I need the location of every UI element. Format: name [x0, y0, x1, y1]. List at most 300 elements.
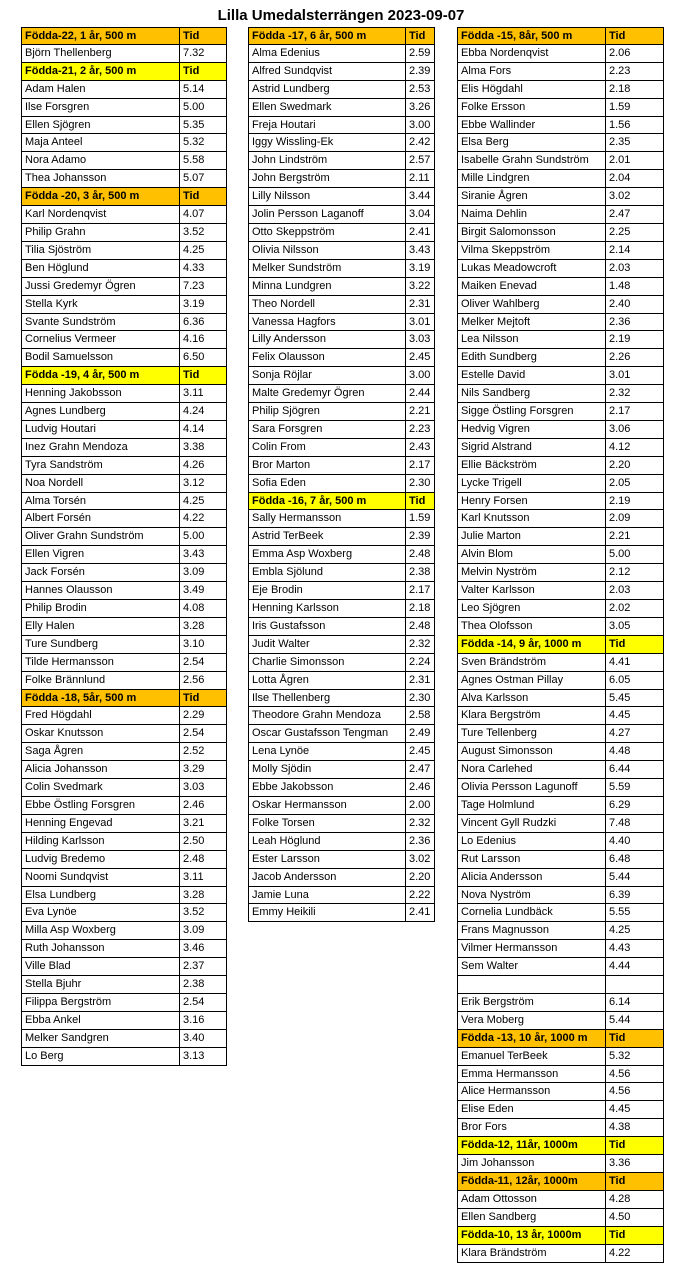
- runner-time: 4.16: [180, 331, 227, 349]
- result-row: [248, 743, 435, 761]
- runner-time: 3.01: [406, 314, 435, 332]
- runner-name: Naima Dehlin: [457, 206, 606, 224]
- runner-name: Cornelia Lundbäck: [457, 904, 606, 922]
- runner-name: Milla Asp Woxberg: [21, 922, 180, 940]
- runner-name: Jacob Andersson: [248, 869, 406, 887]
- result-row: [21, 1048, 227, 1066]
- runner-name: Malte Gredemyr Ögren: [248, 385, 406, 403]
- result-row: [457, 99, 664, 117]
- result-row: [21, 439, 227, 457]
- runner-time: 3.02: [406, 851, 435, 869]
- runner-name: Hannes Olausson: [21, 582, 180, 600]
- result-row: [457, 439, 664, 457]
- runner-time: 5.44: [606, 1012, 664, 1030]
- runner-time: 3.10: [180, 636, 227, 654]
- result-row: [21, 994, 227, 1012]
- result-row: [248, 600, 435, 618]
- runner-name: Vilmer Hermansson: [457, 940, 606, 958]
- runner-time: 2.46: [406, 779, 435, 797]
- runner-name: Lotta Ågren: [248, 672, 406, 690]
- group-label: Födda -15, 8år, 500 m: [457, 27, 606, 45]
- result-row: [248, 887, 435, 905]
- runner-time: 5.44: [606, 869, 664, 887]
- runner-name: Saga Ågren: [21, 743, 180, 761]
- runner-time: 2.36: [606, 314, 664, 332]
- runner-time: 4.25: [180, 493, 227, 511]
- result-row: [248, 224, 435, 242]
- runner-time: 5.00: [180, 528, 227, 546]
- runner-time: 2.19: [606, 493, 664, 511]
- runner-name: Lilly Andersson: [248, 331, 406, 349]
- runner-name: Ben Höglund: [21, 260, 180, 278]
- runner-time: 5.32: [606, 1048, 664, 1066]
- runner-time: 2.48: [406, 546, 435, 564]
- runner-time: 2.20: [606, 457, 664, 475]
- result-row: [457, 940, 664, 958]
- runner-time: 2.58: [406, 707, 435, 725]
- runner-name: Hedvig Vigren: [457, 421, 606, 439]
- runner-time: 2.46: [180, 797, 227, 815]
- runner-name: Molly Sjödin: [248, 761, 406, 779]
- group-label: Födda -13, 10 år, 1000 m: [457, 1030, 606, 1048]
- result-row: [21, 99, 227, 117]
- runner-name: Oliver Grahn Sundström: [21, 528, 180, 546]
- runner-name: Bror Marton: [248, 457, 406, 475]
- runner-time: 3.19: [180, 296, 227, 314]
- runner-name: Svante Sundström: [21, 314, 180, 332]
- result-row: [21, 278, 227, 296]
- result-row: [248, 457, 435, 475]
- time-column-header: Tid: [180, 63, 227, 81]
- result-row: [248, 833, 435, 851]
- time-column-header: Tid: [606, 1227, 664, 1245]
- runner-time: 2.50: [180, 833, 227, 851]
- runner-name: Vincent Gyll Rudzki: [457, 815, 606, 833]
- runner-name: Isabelle Grahn Sundström: [457, 152, 606, 170]
- result-row: [21, 922, 227, 940]
- runner-time: 2.32: [406, 636, 435, 654]
- runner-name: Ester Larsson: [248, 851, 406, 869]
- runner-time: 4.22: [180, 510, 227, 528]
- runner-name: Melvin Nyström: [457, 564, 606, 582]
- runner-time: 3.19: [406, 260, 435, 278]
- runner-name: Mille Lindgren: [457, 170, 606, 188]
- runner-name: Alfred Sundqvist: [248, 63, 406, 81]
- runner-time: 2.23: [606, 63, 664, 81]
- result-row: [457, 1048, 664, 1066]
- result-row: [248, 797, 435, 815]
- runner-name: Agnes Ostman Pillay: [457, 672, 606, 690]
- group-label: Födda -20, 3 år, 500 m: [21, 188, 180, 206]
- time-column-header: Tid: [606, 636, 664, 654]
- runner-name: Erik Bergström: [457, 994, 606, 1012]
- runner-time: 2.17: [406, 582, 435, 600]
- runner-time: 2.21: [406, 403, 435, 421]
- result-row: [21, 833, 227, 851]
- result-row: [248, 421, 435, 439]
- group-header-row: [21, 188, 227, 206]
- runner-name: Theodore Grahn Mendoza: [248, 707, 406, 725]
- runner-name: Charlie Simonsson: [248, 654, 406, 672]
- result-row: [21, 206, 227, 224]
- group-header-row: [457, 1227, 664, 1245]
- runner-name: Jack Forsén: [21, 564, 180, 582]
- runner-name: Lo Edenius: [457, 833, 606, 851]
- runner-name: Klara Bergström: [457, 707, 606, 725]
- runner-name: Maiken Enevad: [457, 278, 606, 296]
- runner-time: 2.39: [406, 528, 435, 546]
- runner-name: Tilia Sjöström: [21, 242, 180, 260]
- result-row: [248, 349, 435, 367]
- group-header-row: [457, 1137, 664, 1155]
- result-row: [457, 421, 664, 439]
- result-row: [248, 904, 435, 922]
- result-row: [21, 761, 227, 779]
- result-row: [248, 690, 435, 708]
- runner-name: Estelle David: [457, 367, 606, 385]
- runner-name: Karl Nordenqvist: [21, 206, 180, 224]
- runner-name: Jamie Luna: [248, 887, 406, 905]
- runner-name: Rut Larsson: [457, 851, 606, 869]
- runner-time: 3.44: [406, 188, 435, 206]
- runner-time: 6.29: [606, 797, 664, 815]
- runner-time: 2.59: [406, 45, 435, 63]
- runner-time: 4.12: [606, 439, 664, 457]
- runner-name: Oscar Gustafsson Tengman: [248, 725, 406, 743]
- group-header-row: [457, 1173, 664, 1191]
- result-row: [457, 224, 664, 242]
- runner-time: 6.44: [606, 761, 664, 779]
- runner-time: 3.28: [180, 618, 227, 636]
- runner-time: 2.30: [406, 475, 435, 493]
- result-row: [248, 528, 435, 546]
- runner-name: Alice Hermansson: [457, 1083, 606, 1101]
- group-label: Födda -19, 4 år, 500 m: [21, 367, 180, 385]
- result-row: [457, 725, 664, 743]
- result-row: [248, 761, 435, 779]
- runner-name: Lo Berg: [21, 1048, 180, 1066]
- result-row: [21, 546, 227, 564]
- runner-time: 3.00: [406, 367, 435, 385]
- runner-time: 2.19: [606, 331, 664, 349]
- result-row: [21, 260, 227, 278]
- runner-name: Henning Karlsson: [248, 600, 406, 618]
- result-row: [457, 152, 664, 170]
- runner-name: Henning Jakobsson: [21, 385, 180, 403]
- runner-name: Hilding Karlsson: [21, 833, 180, 851]
- result-row: [457, 833, 664, 851]
- runner-time: 3.52: [180, 224, 227, 242]
- result-row: [21, 940, 227, 958]
- result-row: [21, 636, 227, 654]
- runner-name: Elly Halen: [21, 618, 180, 636]
- result-row: [457, 922, 664, 940]
- result-row: [21, 331, 227, 349]
- result-row: [457, 475, 664, 493]
- runner-name: Sigrid Alstrand: [457, 439, 606, 457]
- runner-time: 2.32: [406, 815, 435, 833]
- runner-name: Julie Marton: [457, 528, 606, 546]
- result-row: [457, 743, 664, 761]
- runner-time: 3.22: [406, 278, 435, 296]
- runner-time: 3.02: [606, 188, 664, 206]
- runner-time: 2.42: [406, 134, 435, 152]
- result-row: [457, 654, 664, 672]
- runner-time: 2.06: [606, 45, 664, 63]
- result-row: [457, 1101, 664, 1119]
- runner-time: 4.48: [606, 743, 664, 761]
- runner-time: 2.48: [406, 618, 435, 636]
- runner-time: 2.41: [406, 224, 435, 242]
- result-row: [21, 385, 227, 403]
- runner-time: 2.12: [606, 564, 664, 582]
- runner-name: Ellen Sjögren: [21, 117, 180, 135]
- result-row: [21, 296, 227, 314]
- result-row: [457, 188, 664, 206]
- runner-name: Björn Thellenberg: [21, 45, 180, 63]
- time-column-header: Tid: [606, 1030, 664, 1048]
- result-row: [21, 457, 227, 475]
- runner-name: Oskar Hermansson: [248, 797, 406, 815]
- result-row: [457, 958, 664, 976]
- result-row: [248, 278, 435, 296]
- group-label: Födda -16, 7 år, 500 m: [248, 493, 406, 511]
- result-row: [457, 331, 664, 349]
- runner-time: 3.05: [606, 618, 664, 636]
- runner-name: Alma Torsén: [21, 493, 180, 511]
- runner-time: 2.45: [406, 743, 435, 761]
- runner-name: Tage Holmlund: [457, 797, 606, 815]
- runner-time: 3.40: [180, 1030, 227, 1048]
- runner-time: 3.06: [606, 421, 664, 439]
- runner-name: Nora Carlehed: [457, 761, 606, 779]
- result-row: [21, 797, 227, 815]
- runner-time: 2.56: [180, 672, 227, 690]
- result-row: [457, 761, 664, 779]
- result-row: [248, 618, 435, 636]
- result-row: [21, 654, 227, 672]
- result-row: [457, 1012, 664, 1030]
- runner-time: 2.23: [406, 421, 435, 439]
- result-row: [21, 851, 227, 869]
- runner-time: 2.43: [406, 439, 435, 457]
- group-header-row: [21, 367, 227, 385]
- result-row: [248, 314, 435, 332]
- runner-time: 2.38: [406, 564, 435, 582]
- runner-time: 2.04: [606, 170, 664, 188]
- result-row: [21, 170, 227, 188]
- group-label: Födda-11, 12år, 1000m: [457, 1173, 606, 1191]
- runner-time: 3.16: [180, 1012, 227, 1030]
- runner-time: 1.48: [606, 278, 664, 296]
- result-row: [457, 117, 664, 135]
- runner-name: Ellie Bäckström: [457, 457, 606, 475]
- runner-time: 3.21: [180, 815, 227, 833]
- result-row: [21, 242, 227, 260]
- runner-time: 2.44: [406, 385, 435, 403]
- runner-time: 2.37: [180, 958, 227, 976]
- runner-name: Oliver Wahlberg: [457, 296, 606, 314]
- runner-name: Ebba Ankel: [21, 1012, 180, 1030]
- runner-name: Embla Sjölund: [248, 564, 406, 582]
- result-row: [21, 887, 227, 905]
- runner-name: John Bergström: [248, 170, 406, 188]
- result-row: [21, 475, 227, 493]
- result-row: [21, 510, 227, 528]
- result-row: [457, 45, 664, 63]
- runner-time: 5.00: [180, 99, 227, 117]
- result-row: [21, 421, 227, 439]
- result-row: [21, 45, 227, 63]
- group-label: Födda-12, 11år, 1000m: [457, 1137, 606, 1155]
- runner-name: Klara Brändström: [457, 1245, 606, 1263]
- runner-name: Ture Tellenberg: [457, 725, 606, 743]
- runner-time: 5.14: [180, 81, 227, 99]
- result-row: [21, 314, 227, 332]
- result-row: [457, 314, 664, 332]
- result-row: [21, 81, 227, 99]
- runner-name: Elise Eden: [457, 1101, 606, 1119]
- runner-name: Henry Forsen: [457, 493, 606, 511]
- result-row: [457, 1119, 664, 1137]
- runner-time: 4.45: [606, 707, 664, 725]
- result-row: [457, 242, 664, 260]
- runner-time: 4.56: [606, 1066, 664, 1084]
- runner-time: 2.18: [406, 600, 435, 618]
- runner-name: Emanuel TerBeek: [457, 1048, 606, 1066]
- runner-name: Ture Sundberg: [21, 636, 180, 654]
- runner-time: 2.54: [180, 654, 227, 672]
- result-row: [457, 170, 664, 188]
- result-row: [21, 600, 227, 618]
- results-column-1: [21, 27, 227, 1066]
- result-row: [248, 117, 435, 135]
- runner-time: 4.14: [180, 421, 227, 439]
- runner-name: Emma Asp Woxberg: [248, 546, 406, 564]
- group-label: Födda-21, 2 år, 500 m: [21, 63, 180, 81]
- result-row: [248, 815, 435, 833]
- runner-name: Tyra Sandström: [21, 457, 180, 475]
- runner-time: 5.35: [180, 117, 227, 135]
- result-row: [457, 349, 664, 367]
- result-row: [457, 81, 664, 99]
- result-row: [248, 206, 435, 224]
- runner-name: Ludvig Houtari: [21, 421, 180, 439]
- runner-time: 2.36: [406, 833, 435, 851]
- runner-name: Vera Moberg: [457, 1012, 606, 1030]
- runner-name: Leah Höglund: [248, 833, 406, 851]
- result-row: [248, 403, 435, 421]
- result-row: [21, 134, 227, 152]
- result-row: [248, 510, 435, 528]
- runner-name: Olivia Nilsson: [248, 242, 406, 260]
- result-row: [21, 117, 227, 135]
- runner-time: 3.38: [180, 439, 227, 457]
- runner-name: Henning Engevad: [21, 815, 180, 833]
- runner-name: Albert Forsén: [21, 510, 180, 528]
- runner-time: 4.50: [606, 1209, 664, 1227]
- runner-name: Tilde Hermansson: [21, 654, 180, 672]
- runner-name: Sara Forsgren: [248, 421, 406, 439]
- runner-name: Theo Nordell: [248, 296, 406, 314]
- result-row: [457, 1191, 664, 1209]
- runner-time: 2.54: [180, 725, 227, 743]
- runner-time: 2.32: [606, 385, 664, 403]
- runner-name: Folke Torsen: [248, 815, 406, 833]
- result-row: [21, 528, 227, 546]
- group-header-row: [21, 690, 227, 708]
- runner-name: Sigge Östling Forsgren: [457, 403, 606, 421]
- result-row: [21, 707, 227, 725]
- runner-name: Folke Brännlund: [21, 672, 180, 690]
- result-row: [457, 779, 664, 797]
- time-column-header: Tid: [406, 27, 435, 45]
- time-column-header: Tid: [180, 690, 227, 708]
- runner-time: 3.03: [406, 331, 435, 349]
- runner-time: 1.56: [606, 117, 664, 135]
- runner-name: Oskar Knutsson: [21, 725, 180, 743]
- runner-time: 2.53: [406, 81, 435, 99]
- result-row: [248, 81, 435, 99]
- runner-name: Thea Olofsson: [457, 618, 606, 636]
- runner-time: 2.54: [180, 994, 227, 1012]
- time-column-header: Tid: [180, 188, 227, 206]
- runner-time: 2.05: [606, 475, 664, 493]
- result-row: [21, 403, 227, 421]
- runner-name: Thea Johansson: [21, 170, 180, 188]
- runner-time: 3.04: [406, 206, 435, 224]
- time-column-header: Tid: [406, 493, 435, 511]
- runner-time: 2.22: [406, 887, 435, 905]
- runner-time: 2.41: [406, 904, 435, 922]
- result-row: [457, 976, 664, 994]
- runner-time: 5.58: [180, 152, 227, 170]
- result-row: [21, 904, 227, 922]
- runner-name: Elsa Berg: [457, 134, 606, 152]
- result-row: [248, 672, 435, 690]
- result-row: [457, 887, 664, 905]
- runner-name: Alma Edenius: [248, 45, 406, 63]
- result-row: [457, 690, 664, 708]
- runner-name: Ville Blad: [21, 958, 180, 976]
- result-row: [248, 188, 435, 206]
- runner-name: Freja Houtari: [248, 117, 406, 135]
- runner-time: 5.45: [606, 690, 664, 708]
- runner-time: 4.45: [606, 1101, 664, 1119]
- runner-time: 6.48: [606, 851, 664, 869]
- group-header-row: [21, 27, 227, 45]
- runner-name: Vilma Skeppström: [457, 242, 606, 260]
- runner-time: 2.31: [406, 672, 435, 690]
- runner-time: 4.27: [606, 725, 664, 743]
- result-row: [21, 779, 227, 797]
- result-row: [248, 45, 435, 63]
- runner-time: 2.26: [606, 349, 664, 367]
- result-row: [457, 385, 664, 403]
- runner-name: Maja Anteel: [21, 134, 180, 152]
- runner-time: 4.44: [606, 958, 664, 976]
- runner-name: Ebbe Wallinder: [457, 117, 606, 135]
- runner-name: Filippa Bergström: [21, 994, 180, 1012]
- result-row: [457, 528, 664, 546]
- result-row: [457, 994, 664, 1012]
- time-column-header: Tid: [180, 367, 227, 385]
- runner-name: Ilse Forsgren: [21, 99, 180, 117]
- runner-name: Philip Sjögren: [248, 403, 406, 421]
- result-row: [457, 457, 664, 475]
- runner-time: 4.26: [180, 457, 227, 475]
- runner-name: Sonja Röjlar: [248, 367, 406, 385]
